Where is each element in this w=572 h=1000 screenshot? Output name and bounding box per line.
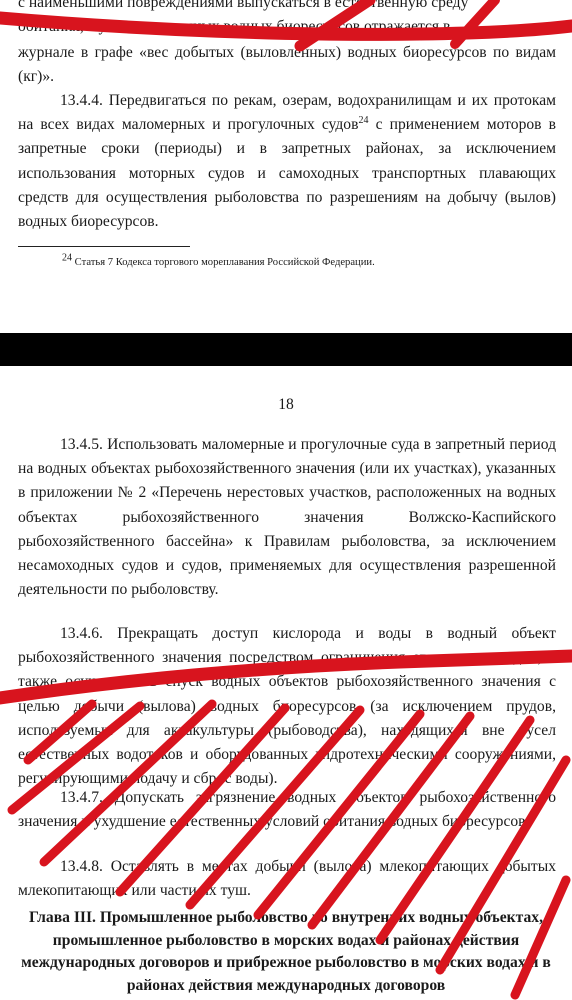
item-text: Допускать загрязнение водных объектов рыбохозяйственного значения и ухудшение естественных условий обитания водных биоресурсов.	[18, 789, 556, 831]
item-text-cont: с применением моторов в запретные сроки (периоды) и в запретных районах, за исключением использования моторных судов и самоходных транспортных плавающих средств для осуществления рыболовства по разрешениям на добычу (вылов) водных биоресурсов.	[18, 116, 556, 231]
footnote-text: Статья 7 Кодекса торгового мореплавания Российской Федерации.	[74, 257, 375, 268]
page-number: 18	[278, 396, 294, 413]
footnote-divider	[18, 246, 190, 247]
item-text: Прекращать доступ кислорода и воды в водный объект рыбохозяйственного значения посредством ограничения его связи с водой, а также осуществлять спуск водных объектов рыбохозяйственного значения с целью добычи (вылова) водных биоресурсов (за исключением прудов, используемых для аквакультуры (рыбоводства), находящихся вне русел естественных водотоков и оборудованных гидротехническими сооружениями, регулирующими подачу и сброс воды).	[18, 625, 556, 788]
item-13-4-7	[18, 786, 556, 834]
item-number: 13.4.7.	[60, 789, 103, 806]
item-number: 13.4.4.	[60, 92, 103, 109]
item-13-4-4	[18, 89, 556, 234]
item-text: Использовать маломерные и прогулочные суда в запретный период на водных объектах рыбохозяйственного значения (или их участках), указанных в приложении № 2 «Перечень нерестовых участков, расположенных на водных объектах рыбохозяйственного значения Волжско-Каспийского рыбохозяйственного бассейна» к Правилам рыболовства, за исключением несамоходных судов и судов, применяемых для осуществления разрешенной деятельности по рыболовству.	[18, 436, 557, 599]
item-number: 13.4.8.	[60, 858, 103, 875]
footnote-mark: 24	[62, 252, 72, 264]
paragraph-tail: журнале в графе «вес добытых (выловленных) водных биоресурсов по видам (кг)».	[18, 44, 556, 86]
item-text: Оставлять в местах добычи (вылова) млекопитающих добытых млекопитающих или части их туш.	[18, 858, 556, 900]
item-number: 13.4.6.	[60, 625, 103, 642]
item-13-4-5	[18, 433, 556, 602]
document-page-top	[0, 0, 572, 333]
partial-line-1: с наименьшими повреждениями выпускаться в естественную среду	[18, 0, 469, 11]
chapter-heading: Глава III. Промышленное рыболовство во внутренних водных объектах, промышленное рыболовство в морских водах и районах действия международных договоров и прибрежное рыболовство в морских водах и в районах действия международных договоров	[21, 909, 551, 994]
item-number: 13.4.5.	[60, 436, 103, 453]
partial-line-2: обитания, а учет выпущенных водных биоресурсов отражается в	[18, 18, 451, 35]
document-page-bottom	[0, 366, 572, 1000]
item-13-4-8	[18, 855, 556, 903]
item-text: Передвигаться по рекам, озерам, водохранилищам и их протокам на всех видах маломерных и прогулочных судов	[18, 92, 556, 134]
footnote	[62, 252, 375, 270]
item-13-4-6	[18, 622, 556, 791]
footnote-ref: 24	[358, 115, 369, 127]
